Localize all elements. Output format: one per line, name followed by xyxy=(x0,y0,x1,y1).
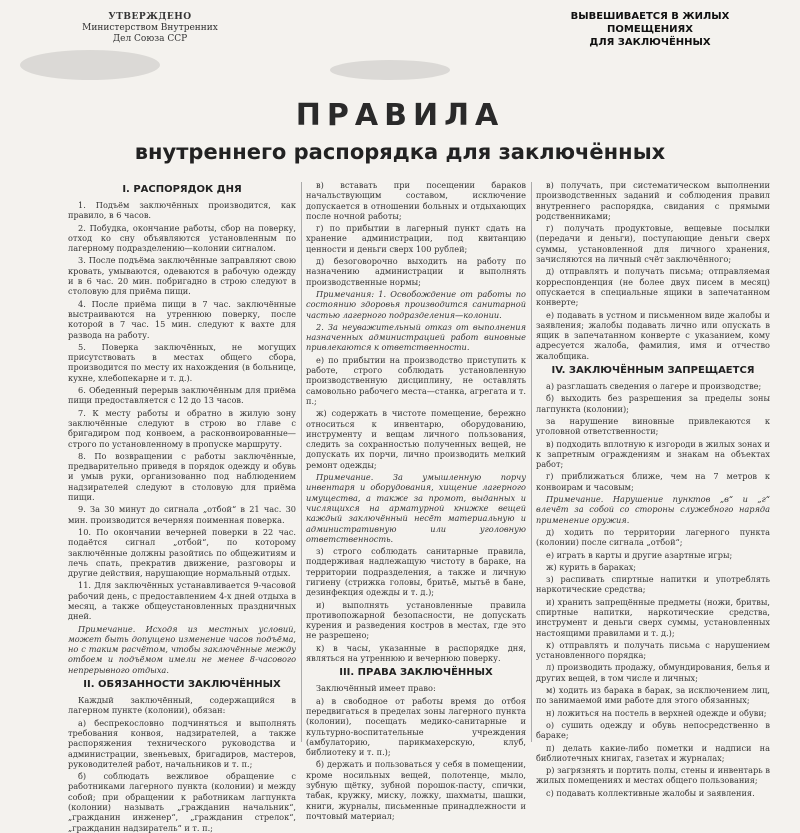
note-paragraph: Примечание. За умышленную порчу инвентаря и оборудования, хищение лагерного имущества, а также за промот, выданных и числящихся на арматурной книжке вещей каждый заключённый несёт материальную и административную или уголовную ответственность. xyxy=(306,472,526,544)
column-3 xyxy=(536,180,770,798)
rule-paragraph: 3. После подъёма заключённые заправляют свою кровать, умываются, одеваются в рабочую одежду и в 6 час. 20 мин. побригадно в строю следуют в столовую для приёма пищи. xyxy=(68,255,296,297)
rule-paragraph: и) хранить запрещённые предметы (ножи, бритвы, спиртные напитки, наркотические средства, инструмент и деньги сверх суммы, установленных настоящими правилами и т. д.); xyxy=(536,596,770,638)
note-paragraph: 2. За неуважительный отказ от выполнения назначенных администрацией работ виновные привлекаются к ответственности. xyxy=(306,321,526,353)
rule-paragraph: д) отправлять и получать письма; отправляемая корреспонденция (не более двух писем в месяц) опускается в специальные ящики в запечатанном конверте; xyxy=(536,266,770,308)
scan-smudge xyxy=(330,60,450,80)
rule-paragraph: б) выходить без разрешения за пределы зоны лагпункта (колонии); xyxy=(536,393,770,414)
column-1 xyxy=(68,180,296,833)
rule-paragraph: Каждый заключённый, содержащийся в лагерном пункте (колонии), обязан: xyxy=(68,695,296,716)
approval-line: Дел Союза ССР xyxy=(112,34,188,44)
rule-paragraph: г) получать продуктовые, вещевые посылки (передачи и деньги), поступающие деньги сверх суммы, установленной для личного хранения, зачисляются на личный счёт заключённого; xyxy=(536,223,770,265)
column-divider xyxy=(531,182,532,742)
section-heading: IV. ЗАКЛЮЧЁННЫМ ЗАПРЕЩАЕТСЯ xyxy=(551,365,755,377)
column-divider xyxy=(301,182,302,742)
rule-paragraph: Заключённый имеет право: xyxy=(316,683,436,694)
scan-smudge xyxy=(20,50,160,80)
note-paragraph: Примечание. Исходя из местных условий, может быть допущено изменение часов подъёма, но с таким расчётом, чтобы заключённые между отбоем и подъёмом имели не менее 8-часового непрерывного отдыха. xyxy=(68,623,296,675)
rule-paragraph: 7. К месту работы и обратно в жилую зону заключённые следуют в строю во главе с бригадиром под конвоем, а расконвоированные—строго по установленному в пропуске маршруту. xyxy=(68,407,296,449)
rule-paragraph: 2. Побудка, окончание работы, сбор на поверку, отход ко сну объявляются установленным по лагерному подразделению—колонии сигналом. xyxy=(68,222,296,254)
section-heading: II. ОБЯЗАННОСТИ ЗАКЛЮЧЁННЫХ xyxy=(83,679,281,691)
rule-paragraph: г) приближаться ближе, чем на 7 метров к конвоирам и часовым; xyxy=(536,471,770,492)
rule-paragraph: а) разглашать сведения о лагере и производстве; xyxy=(546,381,762,392)
rule-paragraph: к) в часы, указанные в распорядке дня, являться на утреннюю и вечернюю поверку. xyxy=(306,642,526,664)
approval-line: Министерством Внутренних xyxy=(82,23,218,33)
rule-paragraph: з) распивать спиртные напитки и употреблять наркотические средства; xyxy=(536,574,770,595)
rule-paragraph: ж) курить в бараках; xyxy=(546,561,637,572)
approval-stamp xyxy=(60,12,240,45)
rule-paragraph: е) играть в карты и другие азартные игры; xyxy=(546,549,733,560)
rule-paragraph: г) по прибытии в лагерный пункт сдать на хранение администрации, под квитанцию ценности и деньги сверх 100 рублей; xyxy=(306,223,526,254)
rule-paragraph: за нарушение виновные привлекаются к уголовной ответственности; xyxy=(536,415,770,437)
note-paragraph: Примечания: 1. Освобождение от работы по состоянию здоровья производится санитарной частью лагерного подразделения—колонии. xyxy=(306,288,526,320)
rule-paragraph: п) делать какие-либо пометки и надписи на библиотечных книгах, газетах и журналах; xyxy=(536,742,770,763)
rule-paragraph: м) ходить из барака в барак, за исключением лиц, по занимаемой ими работе для этого обязанных; xyxy=(536,685,770,706)
rule-paragraph: 10. По окончании вечерней поверки в 22 час. подаётся сигнал „отбой“, по которому заключённые должны разойтись по общежитиям и лечь спать, прекратив движение, разговоры и другие действия, нарушающие нормальный отдых. xyxy=(68,526,296,579)
document-subtitle: внутреннего распорядка для заключённых xyxy=(134,140,666,164)
rule-paragraph: б) соблюдать вежливое обращение с работниками лагерного пункта (колонии) и между собой; при обращении к работникам лагпункта (колонии) называть „гражданин начальник“, „гражданин инженер“, „гражданин стрелок“, „гражданин надзиратель“ и т. п.; xyxy=(68,771,296,833)
rule-paragraph: д) безоговорочно выходить на работу по назначению администрации и выполнять производственные нормы; xyxy=(306,256,526,287)
rule-paragraph: б) держать и пользоваться у себя в помещении, кроме носильных вещей, полотенце, мыло, зубную щётку, зубной порошок-пасту, спички, табак, кружку, миску, ложку, шахматы, шашки, книги, журналы, письменные принадлежности и почтовый материал; xyxy=(306,759,526,821)
posting-line: ДЛЯ ЗАКЛЮЧЁННЫХ xyxy=(589,37,711,48)
document-title: ПРАВИЛА xyxy=(295,98,505,133)
rule-paragraph: с) подавать коллективные жалобы и заявления. xyxy=(546,787,755,798)
rule-paragraph: к) отправлять и получать письма с нарушением установленного порядка; xyxy=(536,639,770,661)
rule-paragraph: в) получать, при систематическом выполнении производственных заданий и соблюдения правил внутреннего распорядка, свидания с прямыми родственниками; xyxy=(536,180,770,221)
posting-line: ВЫВЕШИВАЕТСЯ В ЖИЛЫХ ПОМЕЩЕНИЯХ xyxy=(570,11,730,35)
rule-paragraph: и) выполнять установленные правила противопожарной безопасности, не допускать курения и разведения костров в местах, где это не разрешено; xyxy=(306,599,526,641)
section-heading: III. ПРАВА ЗАКЛЮЧЁННЫХ xyxy=(339,667,493,679)
rule-paragraph: а) в свободное от работы время до отбоя передвигаться в пределах зоны лагерного пункта (колонии), посещать медико-санитарные и культурно-воспитательные учреждения (амбулаторию, парикмахерскую, клуб, библиотеку и т. п.); xyxy=(306,695,526,758)
rule-paragraph: 11. Для заключённых устанавливается 9-часовой рабочий день, с предоставлением 4-х дней отдыха в месяц, а также общеустановленных праздничных дней. xyxy=(68,580,296,622)
rule-paragraph: 9. За 30 минут до сигнала „отбой“ в 21 час. 30 мин. производится вечерняя поименная поверка. xyxy=(68,504,296,525)
rule-paragraph: в) вставать при посещении бараков начальствующим составом, исключение допускается в отношении больных и отдыхающих после ночной работы; xyxy=(306,180,526,221)
rule-paragraph: 4. После приёма пищи в 7 час. заключённые выстраиваются на утреннюю поверку, после которой в 7 час. 15 мин. следуют к вахте для развода на работу. xyxy=(68,298,296,340)
note-paragraph: Примечание. Нарушение пунктов „в“ и „г“ влечёт за собой со стороны служебного наряда применение оружия. xyxy=(536,494,770,525)
rule-paragraph: 6. Обеденный перерыв заключённым для приёма пищи предоставляется с 12 до 13 часов. xyxy=(68,385,296,406)
rule-paragraph: р) загрязнять и портить полы, стены и инвентарь в жилых помещениях и местах общего пользования; xyxy=(536,765,770,786)
rule-paragraph: а) беспрекословно подчиняться и выполнять требования конвоя, надзирателей, а также распоряжения технического руководства и администрации, звеньевых, бригадиров, мастеров, руководителей работ, начальников и т. п.; xyxy=(68,717,296,769)
rule-paragraph: д) ходить по территории лагерного пункта (колонии) после сигнала „отбой“; xyxy=(536,526,770,548)
rule-paragraph: 8. По возвращении с работы заключённые, предварительно приведя в порядок одежду и обувь и умыв руки, организованно под наблюдением надзирателей следуют в столовую для приёма пищи. xyxy=(68,450,296,503)
rule-paragraph: 1. Подъём заключённых производится, как правило, в 6 часов. xyxy=(68,200,296,221)
rule-paragraph: е) по прибытии на производство приступить к работе, строго соблюдать установленную производственную дисциплину, не оставлять самовольно рабочего места—станка, агрегата и т. п.; xyxy=(306,354,526,406)
column-2 xyxy=(306,180,526,821)
rule-paragraph: н) ложиться на постель в верхней одежде и обуви; xyxy=(546,707,767,718)
approval-heading: УТВЕРЖДЕНО xyxy=(108,12,192,22)
section-heading: I. РАСПОРЯДОК ДНЯ xyxy=(122,184,242,195)
rule-paragraph: е) подавать в устном и письменном виде жалобы и заявления; жалобы подавать лично или опускать в ящик в запечатанном конверте с указанием, кому адресуется жалоба, фамилия, имя и отчество жалобщика. xyxy=(536,309,770,361)
rule-paragraph: о) сушить одежду и обувь непосредственно в бараке; xyxy=(536,719,770,741)
posting-notice xyxy=(540,10,760,49)
rule-paragraph: 5. Поверка заключённых, не могущих присутствовать в местах общего сбора, производится по месту их нахождения (в больнице, кухне, хлебопекарне и т. д.). xyxy=(68,341,296,383)
rule-paragraph: ж) содержать в чистоте помещение, бережно относиться к инвентарю, оборудованию, инструменту и вещам личного пользования, следить за сохранностью полученных вещей, не допускать их порчи, лично производить мелкий ремонт одежды; xyxy=(306,408,526,470)
rule-paragraph: в) подходить вплотную к изгороди в жилых зонах и к запретным ограждениям и знакам на объектах работ; xyxy=(536,438,770,470)
rule-paragraph: з) строго соблюдать санитарные правила, поддерживая надлежащую чистоту в бараке, на территории подразделения, а также и личную гигиену (стрижка головы, бритьё, мытьё в бане, дезинфекция одежды и т. д.); xyxy=(306,546,526,598)
rule-paragraph: л) производить продажу, обмундирования, белья и других вещей, в том числе и личных; xyxy=(536,662,770,683)
